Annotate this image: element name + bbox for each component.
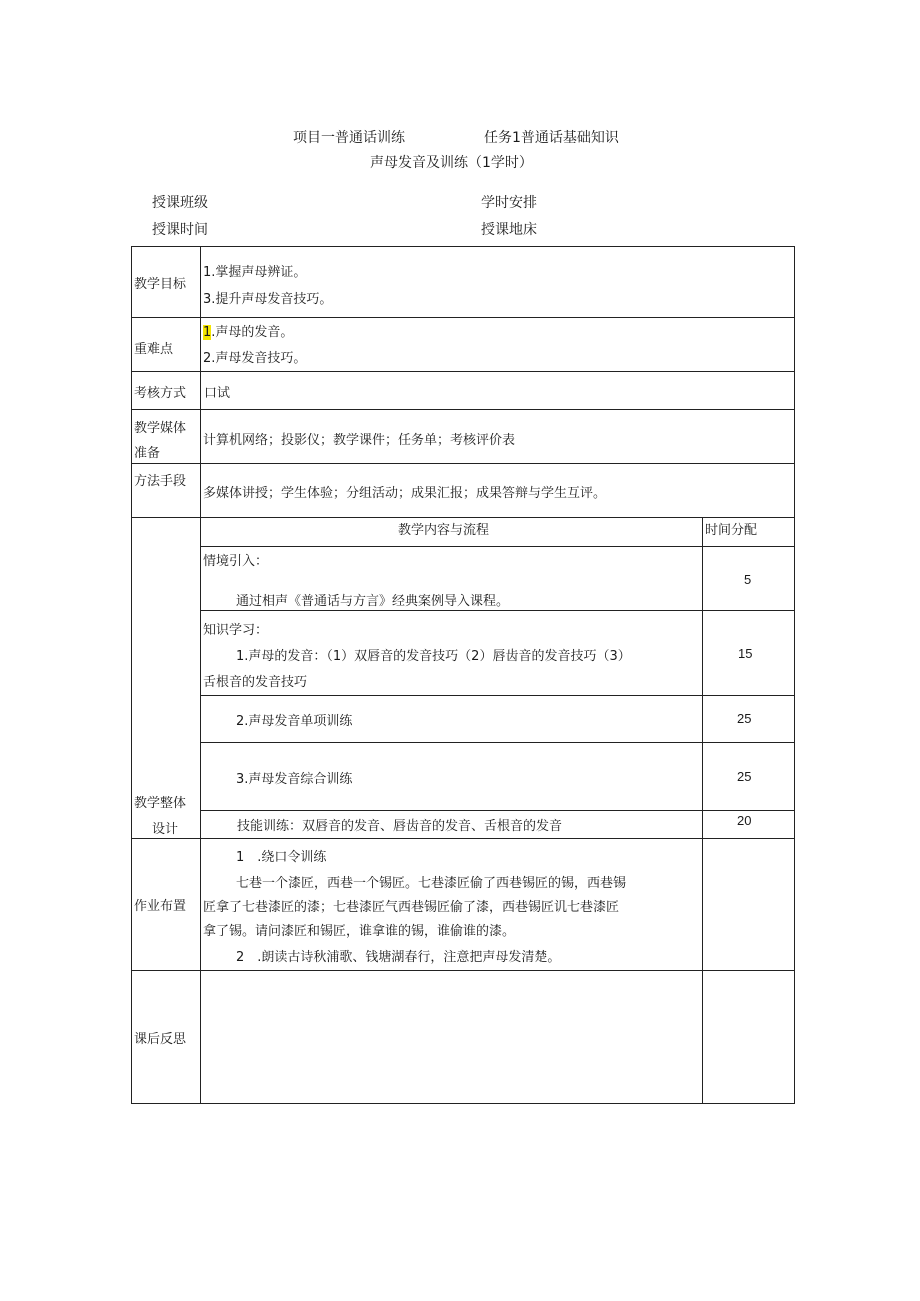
hours-label: 学时安排 xyxy=(481,195,537,211)
assessment-label: 考核方式 xyxy=(134,386,187,401)
combined-training-time: 25 xyxy=(737,769,752,784)
class-label: 授课班级 xyxy=(152,195,208,211)
intro-text: 通过相声《普通话与方言》经典案例导入课程。 xyxy=(236,594,510,609)
assessment-value: 口试 xyxy=(204,386,231,401)
method-label: 方法手段 xyxy=(134,474,187,489)
reflection-label: 课后反思 xyxy=(134,1032,187,1047)
time-label: 授课时间 xyxy=(152,222,208,238)
keypoints-label: 重难点 xyxy=(134,342,174,357)
knowledge-line-2: 舌根音的发音技巧 xyxy=(203,675,308,690)
homework-line-2: 七巷一个漆匠，西巷一个锡匠。七巷漆匠偷了西巷锡匠的锡，西巷锡 xyxy=(236,876,627,891)
media-label-2: 准备 xyxy=(134,446,161,461)
knowledge-line-1: 1.声母的发音：（1）双唇音的发音技巧（2）唇齿音的发音技巧（3） xyxy=(236,649,631,664)
content-column-header: 教学内容与流程 xyxy=(398,523,490,538)
knowledge-heading: 知识学习： xyxy=(203,623,269,638)
skill-training-time: 20 xyxy=(737,813,752,828)
goal-line-1: 1.掌握声母辨证。 xyxy=(203,265,307,280)
intro-heading: 情境引入： xyxy=(203,554,269,569)
homework-line-5: 2 .朗读古诗秋浦歌、钱塘湖春行，注意把声母发清楚。 xyxy=(236,950,561,965)
single-training: 2.声母发音单项训练 xyxy=(236,714,353,729)
project-title: 项目一普通话训练 xyxy=(293,130,405,146)
media-value: 计算机网络；投影仪；教学课件；任务单；考核评价表 xyxy=(203,433,516,448)
homework-label: 作业布置 xyxy=(134,899,187,914)
time-column-header: 时间分配 xyxy=(705,523,758,538)
design-label-2: 设计 xyxy=(152,822,179,837)
method-value: 多媒体讲授；学生体验；分组活动；成果汇报；成果答辩与学生互评。 xyxy=(203,486,607,501)
goal-label: 教学目标 xyxy=(134,277,187,292)
homework-line-4: 拿了锡。请问漆匠和锡匠，谁拿谁的锡，谁偷谁的漆。 xyxy=(203,924,516,939)
single-training-time: 25 xyxy=(737,711,752,726)
keypoints-line-1: 1.声母的发音。 xyxy=(203,325,294,340)
knowledge-time: 15 xyxy=(738,646,753,661)
media-label-1: 教学媒体 xyxy=(134,421,187,436)
task-title: 任务1普通话基础知识 xyxy=(484,130,619,146)
place-label: 授课地床 xyxy=(481,222,537,238)
keypoints-line-2: 2.声母发音技巧。 xyxy=(203,351,307,366)
skill-training: 技能训练：双唇音的发音、唇齿音的发音、舌根音的发音 xyxy=(237,819,563,834)
highlight-mark: 1 xyxy=(203,325,212,340)
combined-training: 3.声母发音综合训练 xyxy=(236,772,353,787)
homework-line-3: 匠拿了七巷漆匠的漆；七巷漆匠气西巷锡匠偷了漆，西巷锡匠讥七巷漆匠 xyxy=(203,900,620,915)
goal-line-2: 3.提升声母发音技巧。 xyxy=(203,292,333,307)
design-label-1: 教学整体 xyxy=(134,796,187,811)
intro-time: 5 xyxy=(744,572,752,587)
homework-line-1: 1 .绕口令训练 xyxy=(236,850,327,865)
lesson-subtitle: 声母发音及训练（1学时） xyxy=(370,155,533,171)
